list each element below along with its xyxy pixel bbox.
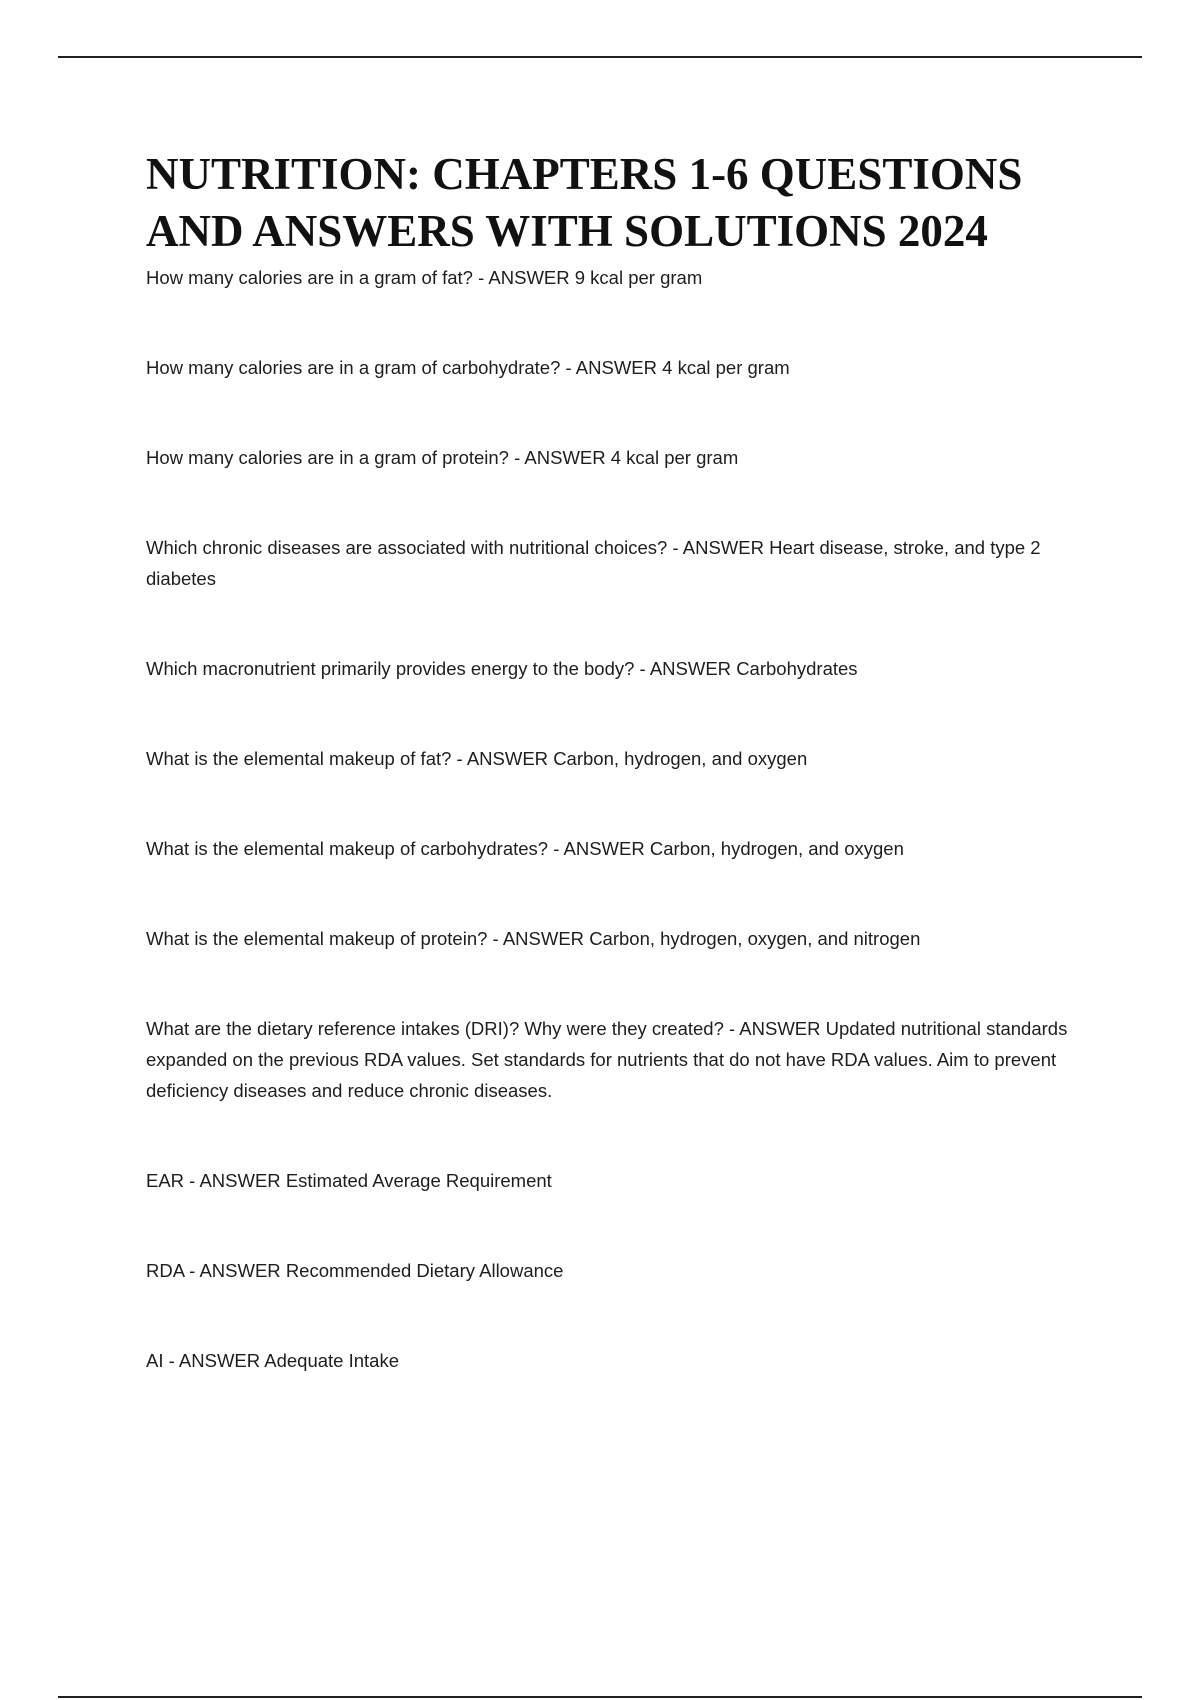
qa-item [146,1255,1096,1286]
question-text: RDA [146,1260,185,1281]
qa-item [146,532,1096,594]
qa-item [146,743,1096,774]
answer-separator: - ANSWER [184,1260,286,1281]
question-text: What is the elemental makeup of protein? [146,928,488,949]
qa-item [146,262,1096,293]
answer-text: Carbon, hydrogen, and oxygen [649,838,904,859]
question-text: How many calories are in a gram of protein? [146,447,509,468]
document-body [146,146,1096,1435]
question-text: How many calories are in a gram of fat? [146,267,473,288]
answer-separator: - ANSWER [548,838,650,859]
answer-text: Carbohydrates [736,658,858,679]
answer-separator: - ANSWER [667,537,770,558]
answer-text: 9 kcal per gram [574,267,703,288]
qa-item [146,352,1096,383]
qa-list [146,262,1096,1376]
question-text: What is the elemental makeup of carbohydrates? [146,838,549,859]
qa-item [146,833,1096,864]
answer-text: 4 kcal per gram [662,357,790,378]
answer-text: 4 kcal per gram [610,447,739,468]
answer-text: Heart disease, stroke, and type 2 diabetes [146,537,1041,589]
answer-separator: - ANSWER [723,1018,826,1039]
qa-item [146,442,1096,473]
qa-item [146,653,1096,684]
answer-separator: - ANSWER [560,357,663,378]
top-divider [58,56,1142,58]
answer-text: Updated nutritional standards expanded on the previous RDA values. Set standards for nutrients that do not have RDA values. Aim to prevent deficiency diseases and reduce chronic diseases. [146,1018,1068,1101]
question-text: EAR [146,1170,185,1191]
answer-separator: - ANSWER [508,447,611,468]
answer-text: Carbon, hydrogen, and oxygen [553,748,808,769]
document-title: NUTRITION: CHAPTERS 1-6 QUESTIONS AND ANSWERS WITH SOLUTIONS 2024 [146,149,1023,256]
question-text: What is the elemental makeup of fat? [146,748,452,769]
answer-separator: - ANSWER [163,1350,265,1371]
answer-text: Adequate Intake [264,1350,399,1371]
qa-item [146,923,1096,954]
answer-separator: - ANSWER [184,1170,286,1191]
answer-text: Estimated Average Requirement [285,1170,552,1191]
qa-item [146,1165,1096,1196]
qa-item [146,1013,1096,1106]
answer-separator: - ANSWER [472,267,575,288]
bottom-divider [58,1696,1142,1698]
question-text: Which macronutrient primarily provides energy to the body? [146,658,635,679]
question-text: Which chronic diseases are associated with nutritional choices? [146,537,668,558]
qa-item [146,1345,1096,1376]
answer-text: Carbon, hydrogen, oxygen, and nitrogen [589,928,921,949]
question-text: AI [146,1350,164,1371]
question-text: How many calories are in a gram of carbohydrate? [146,357,561,378]
answer-separator: - ANSWER [634,658,737,679]
question-text: What are the dietary reference intakes (DRI)? Why were they created? [146,1018,724,1039]
answer-text: Recommended Dietary Allowance [285,1260,564,1281]
answer-separator: - ANSWER [487,928,590,949]
answer-separator: - ANSWER [451,748,554,769]
